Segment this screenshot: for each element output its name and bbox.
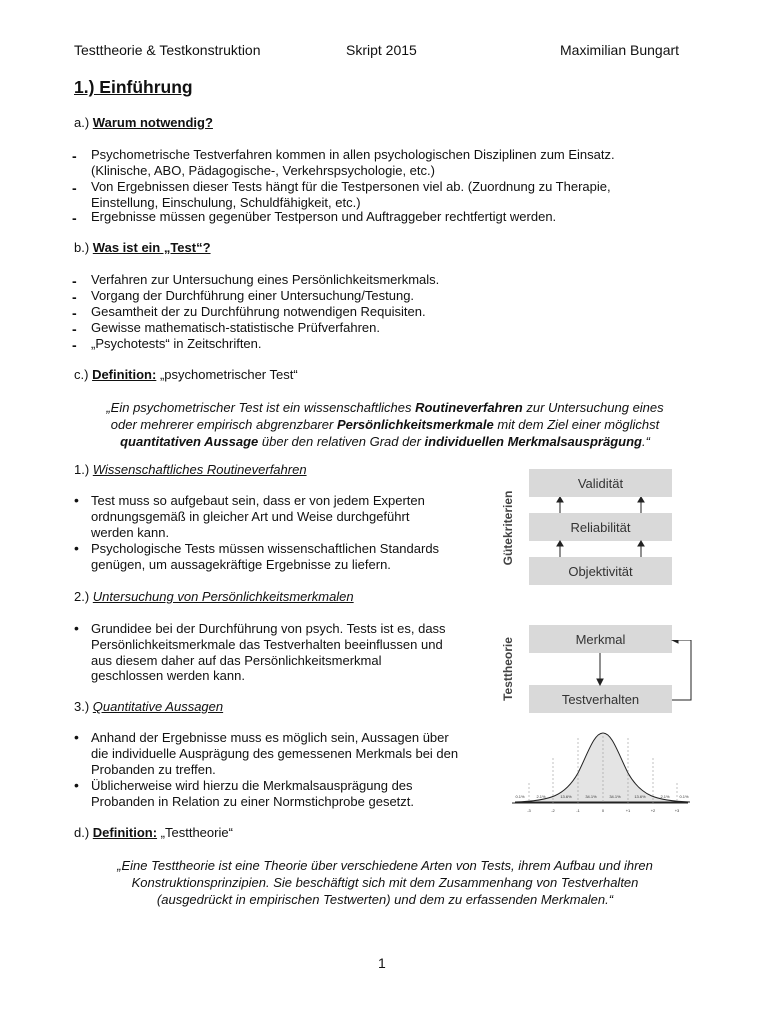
pct-label: 13.6% [560, 794, 572, 799]
section-d-heading: d.) Definition: „Testtheorie“ [74, 825, 233, 840]
list-item-cont: ordnungsgemäß in gleicher Art und Weise durchgeführt [91, 509, 410, 524]
header-left: Testtheorie & Testkonstruktion [74, 42, 261, 58]
pct-label: 34.1% [585, 794, 597, 799]
list-item: Gesamtheit der zu Durchführung notwendigen Requisiten. [91, 304, 426, 319]
dash-bullet: - [72, 180, 77, 196]
tick-label: -3 [527, 808, 531, 813]
list-item-cont: Probanden in Relation zu einer Normstichprobe gesetzt. [91, 794, 415, 809]
quote-line: Konstruktionsprinzipien. Sie beschäftigt sich mit dem Zusammenhang von Testverhalten [131, 875, 639, 890]
bell-curve [515, 733, 690, 802]
definition-quote-testtheorie [60, 857, 710, 908]
list-item: Üblicherweise wird hierzu die Merkmalsausprägung des [91, 778, 413, 793]
pct-label: 34.1% [609, 794, 621, 799]
list-item-cont: Persönlichkeitsmerkmale das Testverhalten beeinflussen und [91, 637, 443, 652]
quote-line: (ausgedrückt in empirischen Testwerten) und dem zu erfassenden Merkmalen.“ [156, 892, 614, 907]
sub2-heading: 2.) Untersuchung von Persönlichkeitsmerkmalen [74, 589, 354, 604]
definition-quote-test: „Ein psychometrischer Test ist ein wissenschaftliches Routineverfahren zur Untersuchung eines oder mehrerer empirisch abgrenzbarer Persönlichkeitsmerkmale mit dem Ziel einer möglichst quantitativen Aussage über den relativen Grad der individuellen Merkmalsausprägung.“ [106, 400, 664, 449]
box-validitaet: Validität [529, 469, 672, 497]
guete-arrows [529, 497, 672, 557]
bullet-dot: • [74, 777, 79, 793]
page-number: 1 [378, 955, 386, 971]
section-a-heading: a.) Warum notwendig? [74, 115, 213, 130]
pct-label: 0.1% [679, 794, 689, 799]
header-center: Skript 2015 [346, 42, 417, 58]
bullet-dot: • [74, 492, 79, 508]
dash-bullet: - [72, 289, 77, 305]
list-item: Grundidee bei der Durchführung von psych. Tests ist es, dass [91, 621, 446, 636]
tick-label: +1 [625, 808, 631, 813]
testtheorie-label: Testtheorie [501, 637, 515, 701]
pct-label: 2.1% [536, 794, 546, 799]
page-title: 1.) Einführung [74, 77, 193, 97]
section-c-heading: c.) Definition: „psychometrischer Test“ [74, 367, 298, 382]
dash-bullet: - [72, 337, 77, 353]
list-item: Verfahren zur Untersuchung eines Persönlichkeitsmerkmals. [91, 272, 440, 287]
bullet-dot: • [74, 729, 79, 745]
tick-label: -2 [551, 808, 555, 813]
box-objektivitaet: Objektivität [529, 557, 672, 585]
bullet-dot: • [74, 540, 79, 556]
bullet-dot: • [74, 620, 79, 636]
list-item-cont: geschlossen werden kann. [91, 668, 245, 683]
sub3-heading: 3.) Quantitative Aussagen [74, 699, 224, 714]
list-item-cont: aus diesem daher auf das Persönlichkeitsmerkmal [91, 653, 382, 668]
dash-bullet: - [72, 273, 77, 289]
tick-label: +2 [650, 808, 656, 813]
list-item: Vorgang der Durchführung einer Untersuchung/Testung. [91, 288, 415, 303]
dash-bullet: - [72, 148, 77, 164]
box-merkmal: Merkmal [529, 625, 672, 653]
tick-label: +3 [674, 808, 680, 813]
pct-label: 0.1% [515, 794, 525, 799]
dash-bullet: - [72, 210, 77, 226]
list-item-cont: Einstellung, Einschulung, Schuldfähigkeit, etc.) [91, 195, 361, 210]
box-reliabilitaet: Reliabilität [529, 513, 672, 541]
tick-label: -1 [576, 808, 580, 813]
list-item: Psychometrische Testverfahren kommen in allen psychologischen Disziplinen zum Einsatz. [91, 147, 615, 162]
list-item: Psychologische Tests müssen wissenschaftlichen Standards [91, 541, 440, 556]
section-b-heading: b.) Was ist ein „Test“? [74, 240, 211, 255]
list-item-cont: Probanden zu treffen. [91, 762, 216, 777]
list-item-cont: werden kann. [91, 525, 170, 540]
header-right: Maximilian Bungart [560, 42, 680, 58]
box-testverhalten: Testverhalten [529, 685, 672, 713]
list-item: Anhand der Ergebnisse muss es möglich sein, Aussagen über [91, 730, 449, 745]
pct-label: 2.1% [660, 794, 670, 799]
guete-label: Gütekriterien [501, 490, 515, 566]
list-item: „Psychotests“ in Zeitschriften. [91, 336, 262, 351]
testtheorie-arrows [529, 640, 697, 702]
list-item-cont: genügen, um aussagekräftige Ergebnisse zu liefern. [91, 557, 391, 572]
list-item: Von Ergebnissen dieser Tests hängt für die Testpersonen viel ab. (Zuordnung zu Therapie, [91, 179, 611, 194]
quote-line: „Eine Testtheorie ist eine Theorie über verschiedene Arten von Tests, ihrem Aufbau und ihren [117, 858, 653, 873]
dash-bullet: - [72, 321, 77, 337]
list-item: Ergebnisse müssen gegenüber Testperson und Auftraggeber rechtfertigt werden. [91, 209, 557, 224]
list-item: Test muss so aufgebaut sein, dass er von jedem Experten [91, 493, 425, 508]
list-item-cont: die individuelle Ausprägung des gemessenen Merkmals bei den [91, 746, 459, 761]
dash-bullet: - [72, 305, 77, 321]
tick-label: 0 [601, 808, 605, 813]
list-item-cont: (Klinische, ABO, Pädagogische-, Verkehrspsychologie, etc.) [91, 163, 435, 178]
list-item: Gewisse mathematisch-statistische Prüfverfahren. [91, 320, 380, 335]
pct-label: 13.6% [634, 794, 646, 799]
sub1-heading: 1.) Wissenschaftliches Routineverfahren [74, 462, 307, 477]
normal-distribution-chart [510, 728, 690, 820]
